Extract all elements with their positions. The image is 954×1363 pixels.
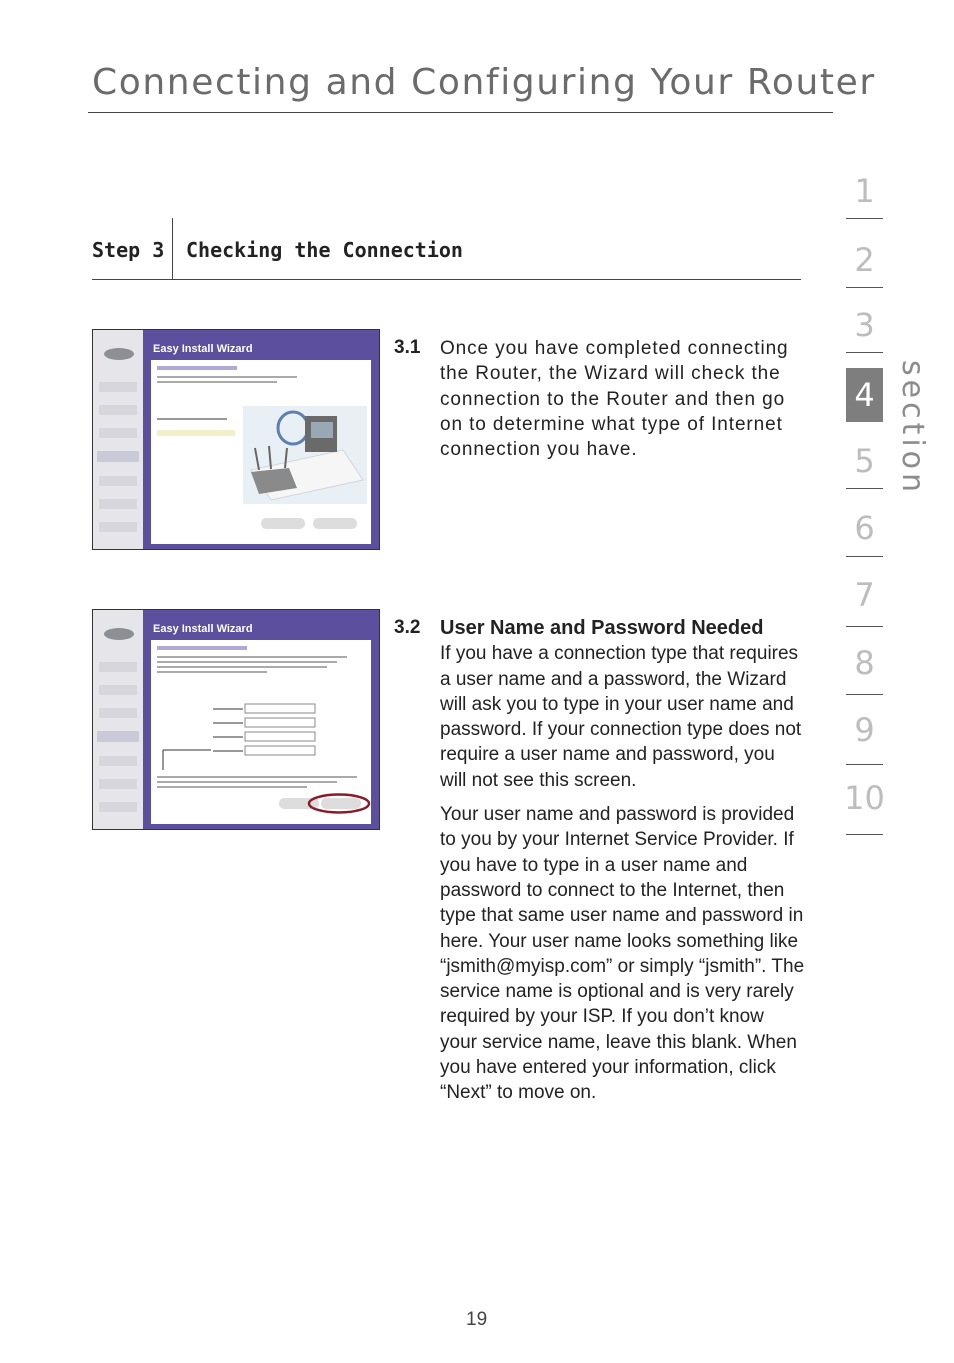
section-nav-item-4[interactable]: 4 (846, 368, 883, 422)
section-nav-item-5[interactable]: 5 (854, 442, 875, 480)
wizard-title: Easy Install Wizard (153, 623, 253, 635)
section-nav-rule (846, 488, 883, 489)
section-nav-rule (846, 764, 883, 765)
section-nav-rule (846, 218, 883, 219)
section-nav-rule (846, 352, 883, 353)
section-body (440, 616, 805, 1106)
section-number: 3.2 (394, 617, 421, 638)
screenshot-username-password (92, 609, 380, 830)
page-number: 19 (466, 1309, 488, 1330)
step-label: Step 3 (92, 238, 165, 262)
screenshot-checking-connection (92, 329, 380, 550)
section-nav-item-2[interactable]: 2 (854, 241, 875, 279)
section-nav-item-3[interactable]: 3 (854, 306, 875, 344)
section-nav-rule (846, 626, 883, 627)
section-label: section (895, 360, 930, 497)
section-nav-rule (846, 834, 883, 835)
wizard-title: Easy Install Wizard (153, 343, 253, 355)
paragraph: Your user name and password is provided to you by your Internet Service Provider. If you have to type in a user name and password to connect to the Internet, then type that same user name and password in here. Your user name looks something like “jsmith@myisp.com” or simply “jsmith”. The service name is optional and is very rarely required by your ISP. If you don’t know your service name, leave this blank. When you have entered your information, click “Next” to move on. (440, 804, 805, 1104)
section-nav-item-6[interactable]: 6 (854, 509, 875, 547)
section-nav-rule (846, 694, 883, 695)
section-nav-item-7[interactable]: 7 (854, 576, 875, 614)
section-body (440, 336, 805, 462)
paragraph: If you have a connection type that requires a user name and a password, the Wizard will ask you to type in your user name and password. If your connection type does not require a user name and password, you will not see this screen. (440, 643, 802, 791)
paragraph: Once you have completed connecting the Router, the Wizard will check the connection to the Router and then go on to determine what type of Internet connection you have. (440, 338, 789, 461)
section-nav-rule (846, 287, 883, 288)
page-title: Connecting and Configuring Your Router (92, 62, 876, 103)
section-heading: User Name and Password Needed (440, 617, 764, 639)
step-title: Checking the Connection (186, 238, 463, 262)
step-rule (92, 279, 801, 280)
section-number: 3.1 (394, 337, 421, 358)
step-divider (172, 218, 173, 279)
section-nav-item-8[interactable]: 8 (854, 644, 875, 682)
section-nav-item-9[interactable]: 9 (854, 711, 875, 749)
section-nav-item-1[interactable]: 1 (854, 172, 875, 210)
title-rule (88, 112, 833, 113)
section-nav-rule (846, 556, 883, 557)
section-nav-item-10[interactable]: 10 (844, 779, 885, 817)
